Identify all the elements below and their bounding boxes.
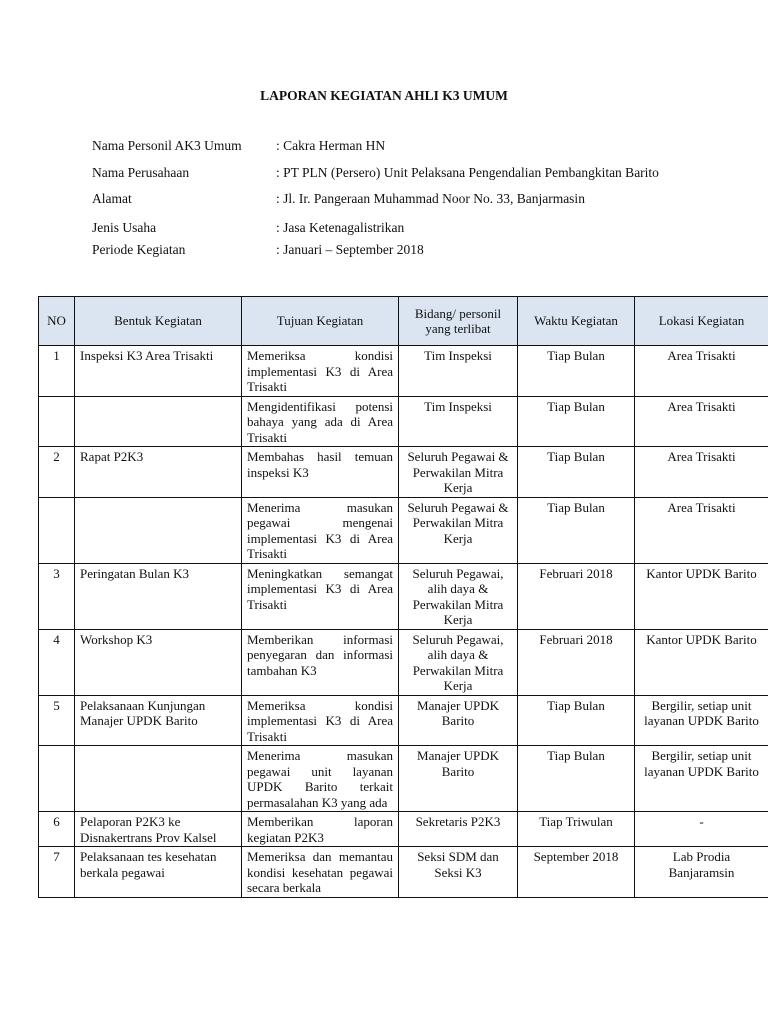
cell-no: 2 [39,447,75,498]
cell-bidang-personil: Seluruh Pegawai & Perwakilan Mitra Kerja [399,497,518,563]
cell-lokasi-kegiatan: Area Trisakti [635,346,768,397]
cell-bentuk-kegiatan: Rapat P2K3 [75,447,242,498]
cell-no: 7 [39,847,75,898]
cell-bentuk-kegiatan [75,396,242,447]
cell-waktu-kegiatan: Tiap Bulan [518,695,635,746]
cell-waktu-kegiatan: Februari 2018 [518,563,635,629]
table-row [39,847,768,898]
cell-no: 6 [39,812,75,847]
cell-tujuan-kegiatan: Menerima masukan pegawai mengenai implementasi K3 di Area Trisakti [242,497,399,563]
cell-no [39,396,75,447]
cell-waktu-kegiatan: Februari 2018 [518,629,635,695]
cell-bentuk-kegiatan: Pelaksanaan tes kesehatan berkala pegawai [75,847,242,898]
cell-tujuan-kegiatan: Meningkatkan semangat implementasi K3 di Area Trisakti [242,563,399,629]
info-value: : PT PLN (Persero) Unit Pelaksana Pengendalian Pembangkitan Barito [276,165,659,180]
activity-table [38,296,768,898]
header-lokasi-kegiatan: Lokasi Kegiatan [635,297,768,346]
cell-bidang-personil: Seluruh Pegawai, alih daya & Perwakilan Mitra Kerja [399,629,518,695]
cell-lokasi-kegiatan: Area Trisakti [635,447,768,498]
header-waktu-kegiatan: Waktu Kegiatan [518,297,635,346]
cell-lokasi-kegiatan: Bergilir, setiap unit layanan UPDK Barito [635,746,768,812]
table-header-row [39,297,768,346]
cell-bentuk-kegiatan: Workshop K3 [75,629,242,695]
info-label: Nama Perusahaan [92,165,190,180]
table-row [39,563,768,629]
cell-lokasi-kegiatan: Bergilir, setiap unit layanan UPDK Barito [635,695,768,746]
cell-tujuan-kegiatan: Memeriksa dan memantau kondisi kesehatan pegawai secara berkala [242,847,399,898]
cell-lokasi-kegiatan: Area Trisakti [635,497,768,563]
cell-bidang-personil: Seksi SDM dan Seksi K3 [399,847,518,898]
cell-tujuan-kegiatan: Memberikan laporan kegiatan P2K3 [242,812,399,847]
info-label: Jenis Usaha [92,220,157,235]
table-row [39,812,768,847]
cell-bidang-personil: Seluruh Pegawai & Perwakilan Mitra Kerja [399,447,518,498]
cell-tujuan-kegiatan: Memeriksa kondisi implementasi K3 di Area Trisakti [242,695,399,746]
cell-bentuk-kegiatan: Pelaporan P2K3 ke Disnakertrans Prov Kalsel [75,812,242,847]
cell-bidang-personil: Manajer UPDK Barito [399,695,518,746]
header-tujuan-kegiatan: Tujuan Kegiatan [242,297,399,346]
header-no: NO [39,297,75,346]
table-body [39,346,768,898]
cell-bentuk-kegiatan: Pelaksanaan Kunjungan Manajer UPDK Barito [75,695,242,746]
cell-waktu-kegiatan: September 2018 [518,847,635,898]
cell-lokasi-kegiatan: Kantor UPDK Barito [635,563,768,629]
document-title: LAPORAN KEGIATAN AHLI K3 UMUM [260,88,508,103]
cell-bentuk-kegiatan: Inspeksi K3 Area Trisakti [75,346,242,397]
cell-lokasi-kegiatan: Area Trisakti [635,396,768,447]
info-value: : Jasa Ketenagalistrikan [276,220,405,235]
cell-bidang-personil: Tim Inspeksi [399,346,518,397]
cell-tujuan-kegiatan: Mengidentifikasi potensi bahaya yang ada di Area Trisakti [242,396,399,447]
cell-waktu-kegiatan: Tiap Triwulan [518,812,635,847]
cell-tujuan-kegiatan: Menerima masukan pegawai unit layanan UPDK Barito terkait permasalahan K3 yang ada [242,746,399,812]
cell-tujuan-kegiatan: Memeriksa kondisi implementasi K3 di Area Trisakti [242,346,399,397]
cell-tujuan-kegiatan: Membahas hasil temuan inspeksi K3 [242,447,399,498]
table-row [39,695,768,746]
info-value: : Cakra Herman HN [276,138,386,153]
cell-waktu-kegiatan: Tiap Bulan [518,746,635,812]
cell-lokasi-kegiatan: Kantor UPDK Barito [635,629,768,695]
info-label: Periode Kegiatan [92,242,186,257]
cell-no [39,746,75,812]
cell-lokasi-kegiatan: - [635,812,768,847]
table-row [39,396,768,447]
cell-bidang-personil: Manajer UPDK Barito [399,746,518,812]
info-value: : Januari – September 2018 [276,242,424,257]
info-value: : Jl. Ir. Pangeraan Muhammad Noor No. 33, Banjarmasin [276,191,585,206]
header-bidang-personil: Bidang/ personil yang terlibat [399,297,518,346]
cell-no [39,497,75,563]
table-row [39,629,768,695]
info-label: Nama Personil AK3 Umum [92,138,242,153]
cell-tujuan-kegiatan: Memberikan informasi penyegaran dan informasi tambahan K3 [242,629,399,695]
cell-waktu-kegiatan: Tiap Bulan [518,396,635,447]
cell-no: 5 [39,695,75,746]
cell-bidang-personil: Sekretaris P2K3 [399,812,518,847]
cell-bidang-personil: Tim Inspeksi [399,396,518,447]
cell-waktu-kegiatan: Tiap Bulan [518,447,635,498]
cell-no: 4 [39,629,75,695]
cell-no: 3 [39,563,75,629]
info-label: Alamat [92,191,132,206]
table-row [39,746,768,812]
cell-bentuk-kegiatan [75,746,242,812]
cell-no: 1 [39,346,75,397]
cell-waktu-kegiatan: Tiap Bulan [518,497,635,563]
table-row [39,346,768,397]
cell-lokasi-kegiatan: Lab Prodia Banjaramsin [635,847,768,898]
header-bentuk-kegiatan: Bentuk Kegiatan [75,297,242,346]
table-row [39,497,768,563]
table-row [39,447,768,498]
cell-waktu-kegiatan: Tiap Bulan [518,346,635,397]
cell-bentuk-kegiatan: Peringatan Bulan K3 [75,563,242,629]
cell-bentuk-kegiatan [75,497,242,563]
cell-bidang-personil: Seluruh Pegawai, alih daya & Perwakilan Mitra Kerja [399,563,518,629]
